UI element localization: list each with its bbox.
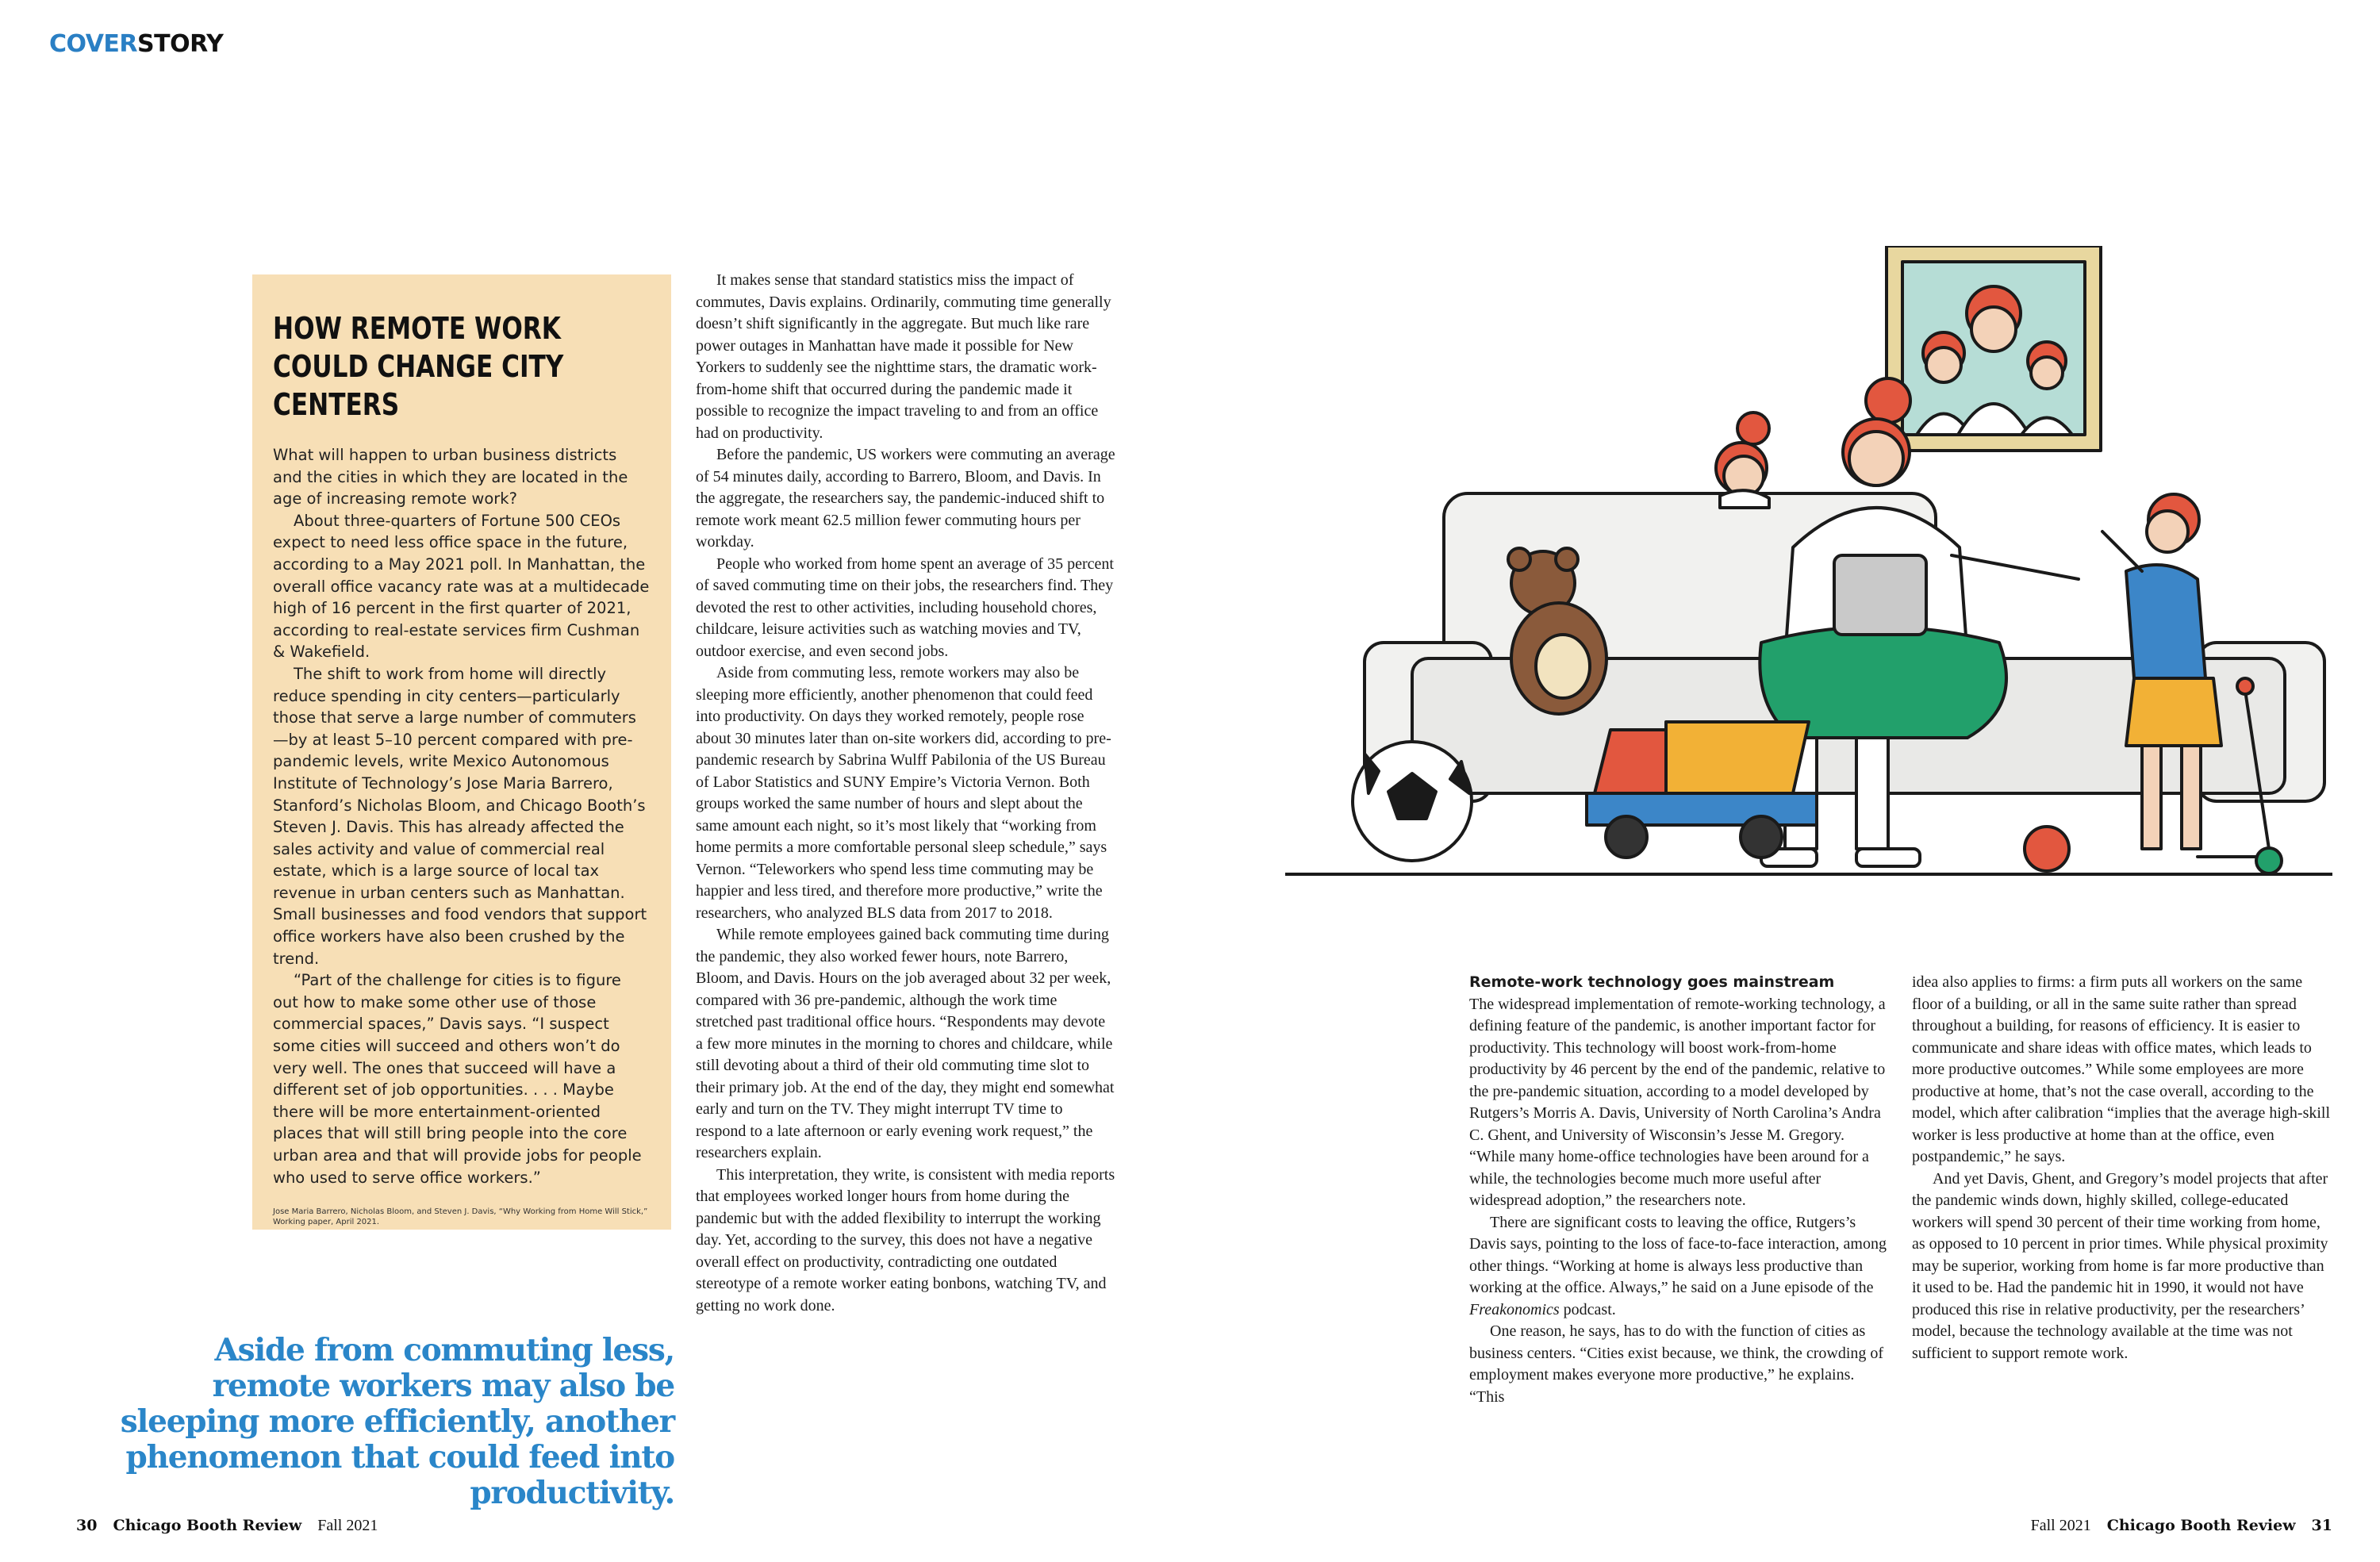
toy-truck: [1587, 722, 1817, 858]
body-paragraph: People who worked from home spent an average of 35 percent of saved commuting time on their jobs, the researchers find. They devoted the rest to other activities, including household chores, childcare, leisure activities such as watching movies and TV, outdoor exercise, and even second jobs.: [696, 555, 1114, 660]
magazine-name: Chicago Booth Review: [113, 1517, 302, 1534]
body-paragraph: Before the pandemic, US workers were commuting an average of 54 minutes daily, according to Barrero, Bloom, and Davis. In the aggregate, the researchers say, the pandemic-induced shift to remote work meant 62.5 million fewer commuting hours per workday.: [696, 446, 1115, 551]
section-tag: COVERSTORY: [49, 30, 224, 58]
body-paragraph: One reason, he says, has to do with the function of cities as business centers. “Cities exist because, we think, the crowding of employment makes everyone more productive,” he explains. “This: [1469, 1322, 1884, 1406]
body-paragraph: It makes sense that standard statistics miss the impact of commutes, Davis explains. Ordinarily, commuting time generally doesn’t shift significantly in the aggregate. But much like rare power outages in Manhattan have made it possible for New Yorkers to suddenly see the nighttime stars, the dramatic work-from-home shift that occurred during the pandemic made it possible to recognize the impact traveling to and from an office had on productivity.: [696, 271, 1111, 442]
issue-date: Fall 2021: [2030, 1517, 2091, 1534]
sidebar-paragraph: “Part of the challenge for cities is to figure out how to make some other use of those commercial spaces,” Davis says. “I suspect some cities will succeed and others won’t do very well. The ones that succeed will have a different set of job opportunities. . . . Maybe there will be more entertainment-oriented places that will still bring people into the core urban area and that will provide jobs for people who used to serve office workers.”: [273, 971, 642, 1187]
sidebar-citation: Jose Maria Barrero, Nicholas Bloom, and Steven J. Davis, “Why Working from Home Will Stick,” Working paper, April 2021.: [273, 1207, 648, 1226]
body-paragraph: There are significant costs to leaving the office, Rutgers’s Davis says, pointing to the loss of face-to-face interaction, among other things. “Working at home is always less productive than working at the office. Always,” he said on a June episode of the Freakonomics podcast.: [1469, 1213, 1887, 1318]
sidebar-paragraph: The shift to work from home will directly reduce spending in city centers—particularly those that serve a large number of commuters—by at least 5–10 percent compared with pre-pandemic levels, write Mexico Autonomous Institute of Technology’s Jose Maria Barrero, Stanford’s Nicholas Bloom, and Chicago Booth’s Steven J. Davis. This has already affected the sales activity and value of commercial real estate, which is a large source of local tax revenue in urban centers such as Manhattan. Small businesses and food vendors that support office workers have also been crushed by the trend.: [273, 664, 647, 968]
body-paragraph: idea also applies to firms: a firm puts all workers on the same floor of a building, or all in the same suite rather than spread throughout a building, for reasons of efficiency. It is easier to communicate and share ideas with office mates, which leads to more productive outcomes.” While some employees are more productive at home, that’s not the case overall, according to the model, which after calibration “implies that the average high-skill worker is less productive at home than at the office, even postpandemic,” he says.: [1912, 973, 2331, 1165]
body-paragraph: This interpretation, they write, is consistent with media reports that employees worked longer hours from home during the pandemic but with the added flexibility to interrupt the working day. Yet, according to the survey, this does not have a negative overall effect on productivity, contradicting one outdated stereotype of a remote worker eating bonbons, watching TV, and getting no work done.: [696, 1165, 1115, 1314]
folio-right: [2031, 1517, 2332, 1535]
sidebar-box: [252, 274, 671, 1230]
red-ball: [2025, 827, 2069, 871]
magazine-name: Chicago Booth Review: [2106, 1517, 2296, 1534]
issue-date: Fall 2021: [317, 1517, 378, 1534]
sidebar-title: HOW REMOTE WORK COULD CHANGE CITY CENTERS: [273, 311, 564, 422]
podcast-title: Freakonomics: [1469, 1300, 1560, 1318]
body-column-3: [1469, 972, 1890, 1408]
pull-quote: Aside from commuting less, remote workers may also be sleeping more efficiently, another phenomenon that could feed into productivity.: [120, 1332, 674, 1511]
body-paragraph: While remote employees gained back commuting time during the pandemic, they also worked fewer hours, note Barrero, Bloom, and Davis. Hours on the job averaged about 32 per week, compared with 36 pre-pandemic, although the work time stretched past traditional office hours. “Respondents may devote a few more minutes in the morning to chores and childcare, while still devoting about a third of their old commuting time slot to their primary job. At the end of the day, they might end somewhat early and turn on the TV. They might interrupt TV time to respond to a late afternoon or early evening work request,” the researchers explain.: [696, 926, 1115, 1161]
soccer-ball: [1353, 742, 1472, 861]
body-column-1: [696, 270, 1116, 1317]
body-column-4: [1912, 972, 2332, 1364]
body-paragraph: The widespread implementation of remote-working technology, a defining feature of the pandemic, is another important factor for productivity. This technology will boost work-from-home productivity by 46 percent by the end of the pandemic, relative to the pre-pandemic situation, according to a model developed by Rutgers’s Morris A. Davis, University of North Carolina’s Andra C. Ghent, and University of Wisconsin’s Jesse M. Gregory. “While many home-office technologies have been around for a while, the technologies become much more useful after widespread adoption,” the researchers note.: [1469, 995, 1886, 1209]
body-paragraph: Aside from commuting less, remote workers may also be sleeping more efficiently, another phenomenon that could feed into productivity. On days they worked remotely, people rose about 30 minutes later than on-site workers did, according to pre-pandemic research by Sabrina Wulff Pabilonia of the US Bureau of Labor Statistics and SUNY Empire’s Victoria Vernon. Both groups worked the same number of hours and slept about the same amount each night, so it’s most likely that “working from home permits a more comfortable personal sleep schedule,” says Vernon. “Teleworkers who spend less time commuting may be happier and less tired, and therefore more productive,” write the researchers, who analyzed BLS data from 2017 to 2018.: [696, 664, 1111, 922]
page-number: 31: [2311, 1517, 2332, 1534]
body-paragraph: And yet Davis, Ghent, and Gregory’s model projects that after the pandemic winds down, highly skilled, college-educated workers will spend 30 percent of their time working from home, as opposed to 10 percent in prior times. While physical proximity may be superior, working from home is far more productive than it used to be. Had the pandemic hit in 1990, it would not have produced this rise in relative productivity, per the researchers’ model, because the technology available at the time was not sufficient to support remote work.: [1912, 1169, 2328, 1362]
family-remote-work-illustration: [1285, 246, 2332, 936]
sidebar-paragraph: About three-quarters of Fortune 500 CEOs expect to need less office space in the future, according to a May 2021 poll. In Manhattan, the overall office vacancy rate was at a multidecade high of 16 percent in the first quarter of 2021, according to real-estate services firm Cushman & Wakefield.: [273, 511, 650, 662]
page-number: 30: [76, 1517, 98, 1534]
subheading: Remote-work technology goes mainstream: [1469, 973, 1835, 991]
sidebar-paragraph: What will happen to urban business districts and the cities in which they are located in the age of increasing remote work?: [273, 446, 628, 509]
folio-left: [76, 1517, 378, 1535]
girl-peeking: [1716, 413, 1769, 508]
family-portrait-frame: [1887, 246, 2101, 451]
